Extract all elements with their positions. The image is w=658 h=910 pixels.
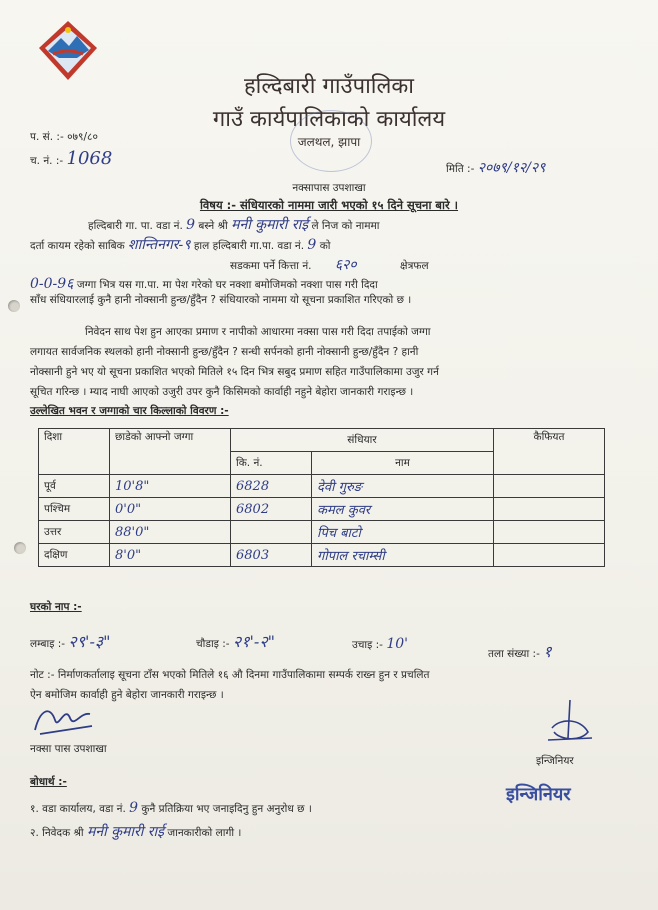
col-setback: छाडेको आफ्नो जग्गा [110,429,231,475]
para1-l3-b: क्षेत्रफल [400,260,429,272]
table-row [39,498,605,521]
municipality-title: हल्दिबारी गाउँपालिका [243,74,415,99]
applicant-name: मनी कुमारी राई [231,217,309,233]
dispatch-no-value: 1068 [66,148,113,169]
para1-l2-c: को [319,240,331,252]
office-location: जलथल, झापा [297,135,361,149]
house-label: घरको नाप :- [30,601,82,613]
cc-applicant-name: मनी कुमारी राई [87,824,164,840]
old-address: शान्तिनगर-९ [128,237,191,253]
house-floors [488,640,552,662]
cc-line1 [30,800,312,816]
para1-l1-c: ले निज को नाममा [311,220,380,232]
table-row [39,521,605,544]
ward-no: 9 [186,217,196,233]
row-remarks [494,521,605,544]
engineer-stamp: इन्जिनियर [506,784,571,805]
row-setback: 10'8" [110,475,231,498]
para1-l1-b: बस्ने श्री [198,220,228,232]
house-height [352,636,408,652]
row-remarks [494,544,605,567]
floors-label: तला संख्या :- [488,648,540,660]
ward-no-2: 9 [307,237,317,253]
cc-l2-b: जानकारीको लागी । [167,827,242,839]
punch-hole [8,300,20,312]
col-neighbor: संधियार [231,429,494,452]
row-remarks [494,498,605,521]
row-plot: 6828 [231,475,312,498]
ref-no-value: ०७९/८० [67,131,98,143]
subject-text: विषय :- संधियारको नाममा जारी भएको १५ दिने सूचना बारे । [199,198,459,212]
cc-l1-b: कुनै प्रतिक्रिया भए जनाइदिनु हुन अनुरोध छ । [141,803,312,815]
row-plot: 6803 [231,544,312,567]
cc-label: बोधार्थ :- [30,776,67,788]
para2-line4: सूचित गरिन्छ । म्याद नाघी आएको उजुरी उपर कुनै किसिमको कार्वाही नहुने बेहोरा जानकारी गराइन्छ । [30,386,414,398]
house-width [196,630,275,652]
para1-l2-b: हाल हल्दिबारी गा.पा. वडा नं. [193,240,305,252]
col-plot: कि. नं. [231,452,312,475]
row-name: देवी गुरुङ [312,475,494,498]
height-label: उचाइ :- [352,639,383,651]
cc-line2 [30,822,241,841]
section-name: नक्सापास उपशाखा [292,182,366,194]
row-name: पिच बाटो [312,521,494,544]
para1-l1-a: हल्दिबारी गा. पा. वडा नं. [88,220,183,232]
table-row [39,544,605,567]
ref-no-label: प. सं. :- [30,131,64,143]
height-value: 10' [386,636,408,652]
date-label: मिति :- [446,163,475,175]
para1-line5: साँध संधियारलाई कुनै हानी नोक्सानी हुन्छ/हुँदैन ? संधियारको नाममा यो सूचना प्रकाशित गरिएको छ । [30,294,412,306]
para1-line1 [88,215,380,234]
subject [0,198,658,213]
date-value: २०७९/१२/२९ [477,160,546,176]
row-name: गोपाल रचाम्सी [312,544,494,567]
para1-line4 [30,274,378,293]
row-setback: 8'0" [110,544,231,567]
table-title: उल्लेखित भवन र जग्गाको चार किल्लाको विवरण :- [30,405,229,417]
width-value: २१'-२" [232,632,276,651]
row-direction: उत्तर [39,521,110,544]
row-setback: 0'0" [110,498,231,521]
plot-no: ६२० [334,257,357,273]
office-title: गाउँ कार्यपालिकाको कार्यालय [212,107,446,132]
row-direction: दक्षिण [39,544,110,567]
land-area: 0-0-9६ [30,276,74,292]
row-name: कमल कुवर [312,498,494,521]
row-direction: पश्चिम [39,498,110,521]
para2-line3: नोक्सानी हुने भए यो सूचना प्रकाशित भएको मितिले १५ दिन भित्र सबुद प्रमाण सहित गाउँपालिकामा उजुर गर्न [30,366,439,378]
date [446,158,545,177]
col-direction: दिशा [39,429,110,475]
table-header-row [39,429,605,452]
col-name: नाम [312,452,494,475]
dispatch-no [30,148,112,169]
length-label: लम्बाइ :- [30,638,66,650]
punch-hole [14,542,26,554]
row-remarks [494,475,605,498]
table-row [39,475,605,498]
dispatch-no-label: च. नं. :- [30,155,64,167]
row-setback: 88'0" [110,521,231,544]
cc-l1-a: १. वडा कार्यालय, वडा नं. [30,803,126,815]
row-plot [231,521,312,544]
width-label: चौडाइ :- [196,638,230,650]
row-plot: 6802 [231,498,312,521]
para2-line2: लगायत सार्वजनिक स्थलको हानी नोक्सानी हुन्छ/हुँदैन ? सन्धी सर्पनको हानी नोक्सानी हुन्छ/हुँदैन ? हानी [30,346,419,358]
note-line1: नोट :- निर्माणकर्तालाइ सूचना टाँस भएको मितिले १६ औ दिनमा गाउँपालिकामा सम्पर्क राख्न हुन र प्रचलित [30,669,430,681]
left-signature-label: नक्सा पास उपशाखा [30,743,107,755]
para1-line3 [230,255,429,274]
para1-line2 [30,235,330,254]
right-signature [540,698,600,748]
house-length [30,630,111,652]
ref-no [30,130,98,144]
para2-line1: निवेदन साथ पेश हुन आएका प्रमाण र नापीको आधारमा नक्सा पास गरी दिदा तपाईको जग्गा [85,326,431,338]
floors-value: १ [543,642,552,661]
para1-l3-a: सडकमा पर्ने कित्ता नं. [230,260,312,272]
para1-l2-a: दर्ता कायम रहेको साबिक [30,240,125,252]
cc-ward: 9 [129,800,139,816]
boundary-table [38,428,605,567]
row-direction: पूर्व [39,475,110,498]
left-signature [30,700,100,740]
right-signature-label: इन्जिनियर [536,755,574,767]
col-remarks: कैफियत [494,429,605,475]
para1-l4: जग्गा भित्र यस गा.पा. मा पेश गरेको घर नक्शा बमोजिमको नक्शा पास गरी दिदा [76,279,378,291]
length-value: २९'-३" [68,632,111,651]
cc-l2-a: २. निवेदक श्री [30,827,84,839]
note-line2: ऐन बमोजिम कार्वाही हुने बेहोरा जानकारी गराइन्छ । [30,689,224,701]
